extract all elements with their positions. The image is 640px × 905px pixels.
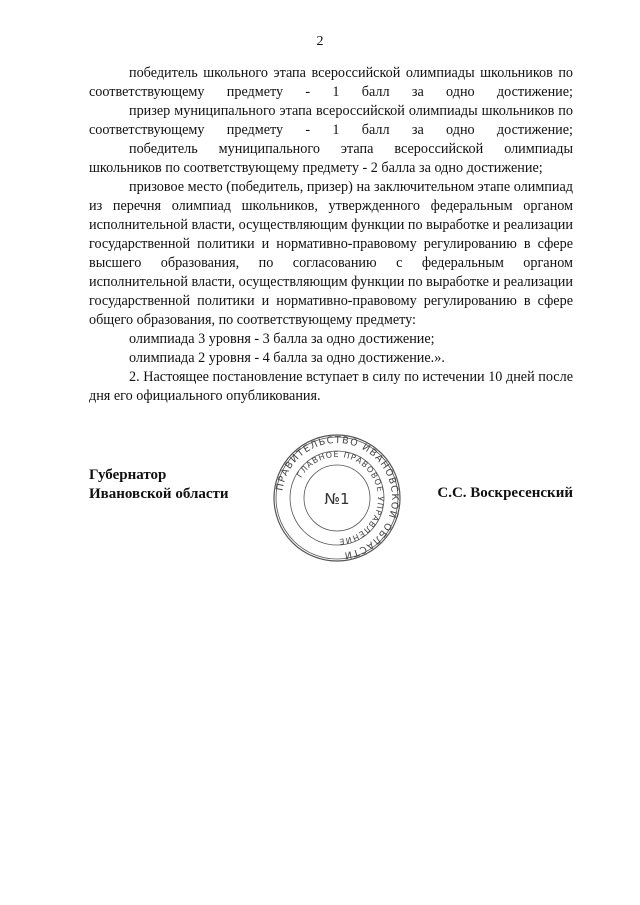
signatory-name: С.С. Воскресенский — [437, 485, 573, 501]
document-body — [89, 64, 573, 406]
official-seal — [272, 433, 402, 563]
paragraph: олимпиада 2 уровня - 4 балла за одно достижение.». — [129, 350, 445, 366]
signatory-title — [89, 466, 229, 504]
seal-outer-text: ПРАВИТЕЛЬСТВО ИВАНОВСКОЙ ОБЛАСТИ — [274, 434, 401, 561]
paragraph: призер муниципального этапа всероссийской олимпиады школьников по соответствующему предмету - 1 балл за одно достижение; — [89, 103, 573, 138]
paragraph: призовое место (победитель, призер) на заключительном этапе олимпиад из перечня олимпиад школьников, утвержденного федеральным органом исполнительной власти, осуществляющим функции по выработке и реализации государственной политики и нормативно-правовому регулированию в сфере высшего образования, по согласованию с федеральным органом исполнительной власти, осуществляющим функции по выработке и реализации государственной политики и нормативно-правовому регулированию в сфере общего образования, по соответствующему предмету: — [89, 179, 573, 328]
paragraph: победитель муниципального этапа всероссийской олимпиады школьников по соответствующему предмету - 2 балла за одно достижение; — [89, 141, 573, 176]
paragraph: 2. Настоящее постановление вступает в силу по истечении 10 дней после дня его официального опубликования. — [89, 369, 573, 404]
signatory-position: Губернатор — [89, 467, 167, 483]
seal-inner-text: ГЛАВНОЕ ПРАВОВОЕ УПРАВЛЕНИЕ — [295, 449, 386, 547]
seal-number: №1 — [324, 490, 350, 508]
paragraph: победитель школьного этапа всероссийской олимпиады школьников по соответствующему предмету - 1 балл за одно достижение; — [89, 65, 573, 100]
page-number: 2 — [316, 34, 324, 49]
signatory-region: Ивановской области — [89, 486, 229, 502]
paragraph: олимпиада 3 уровня - 3 балла за одно достижение; — [129, 331, 435, 347]
